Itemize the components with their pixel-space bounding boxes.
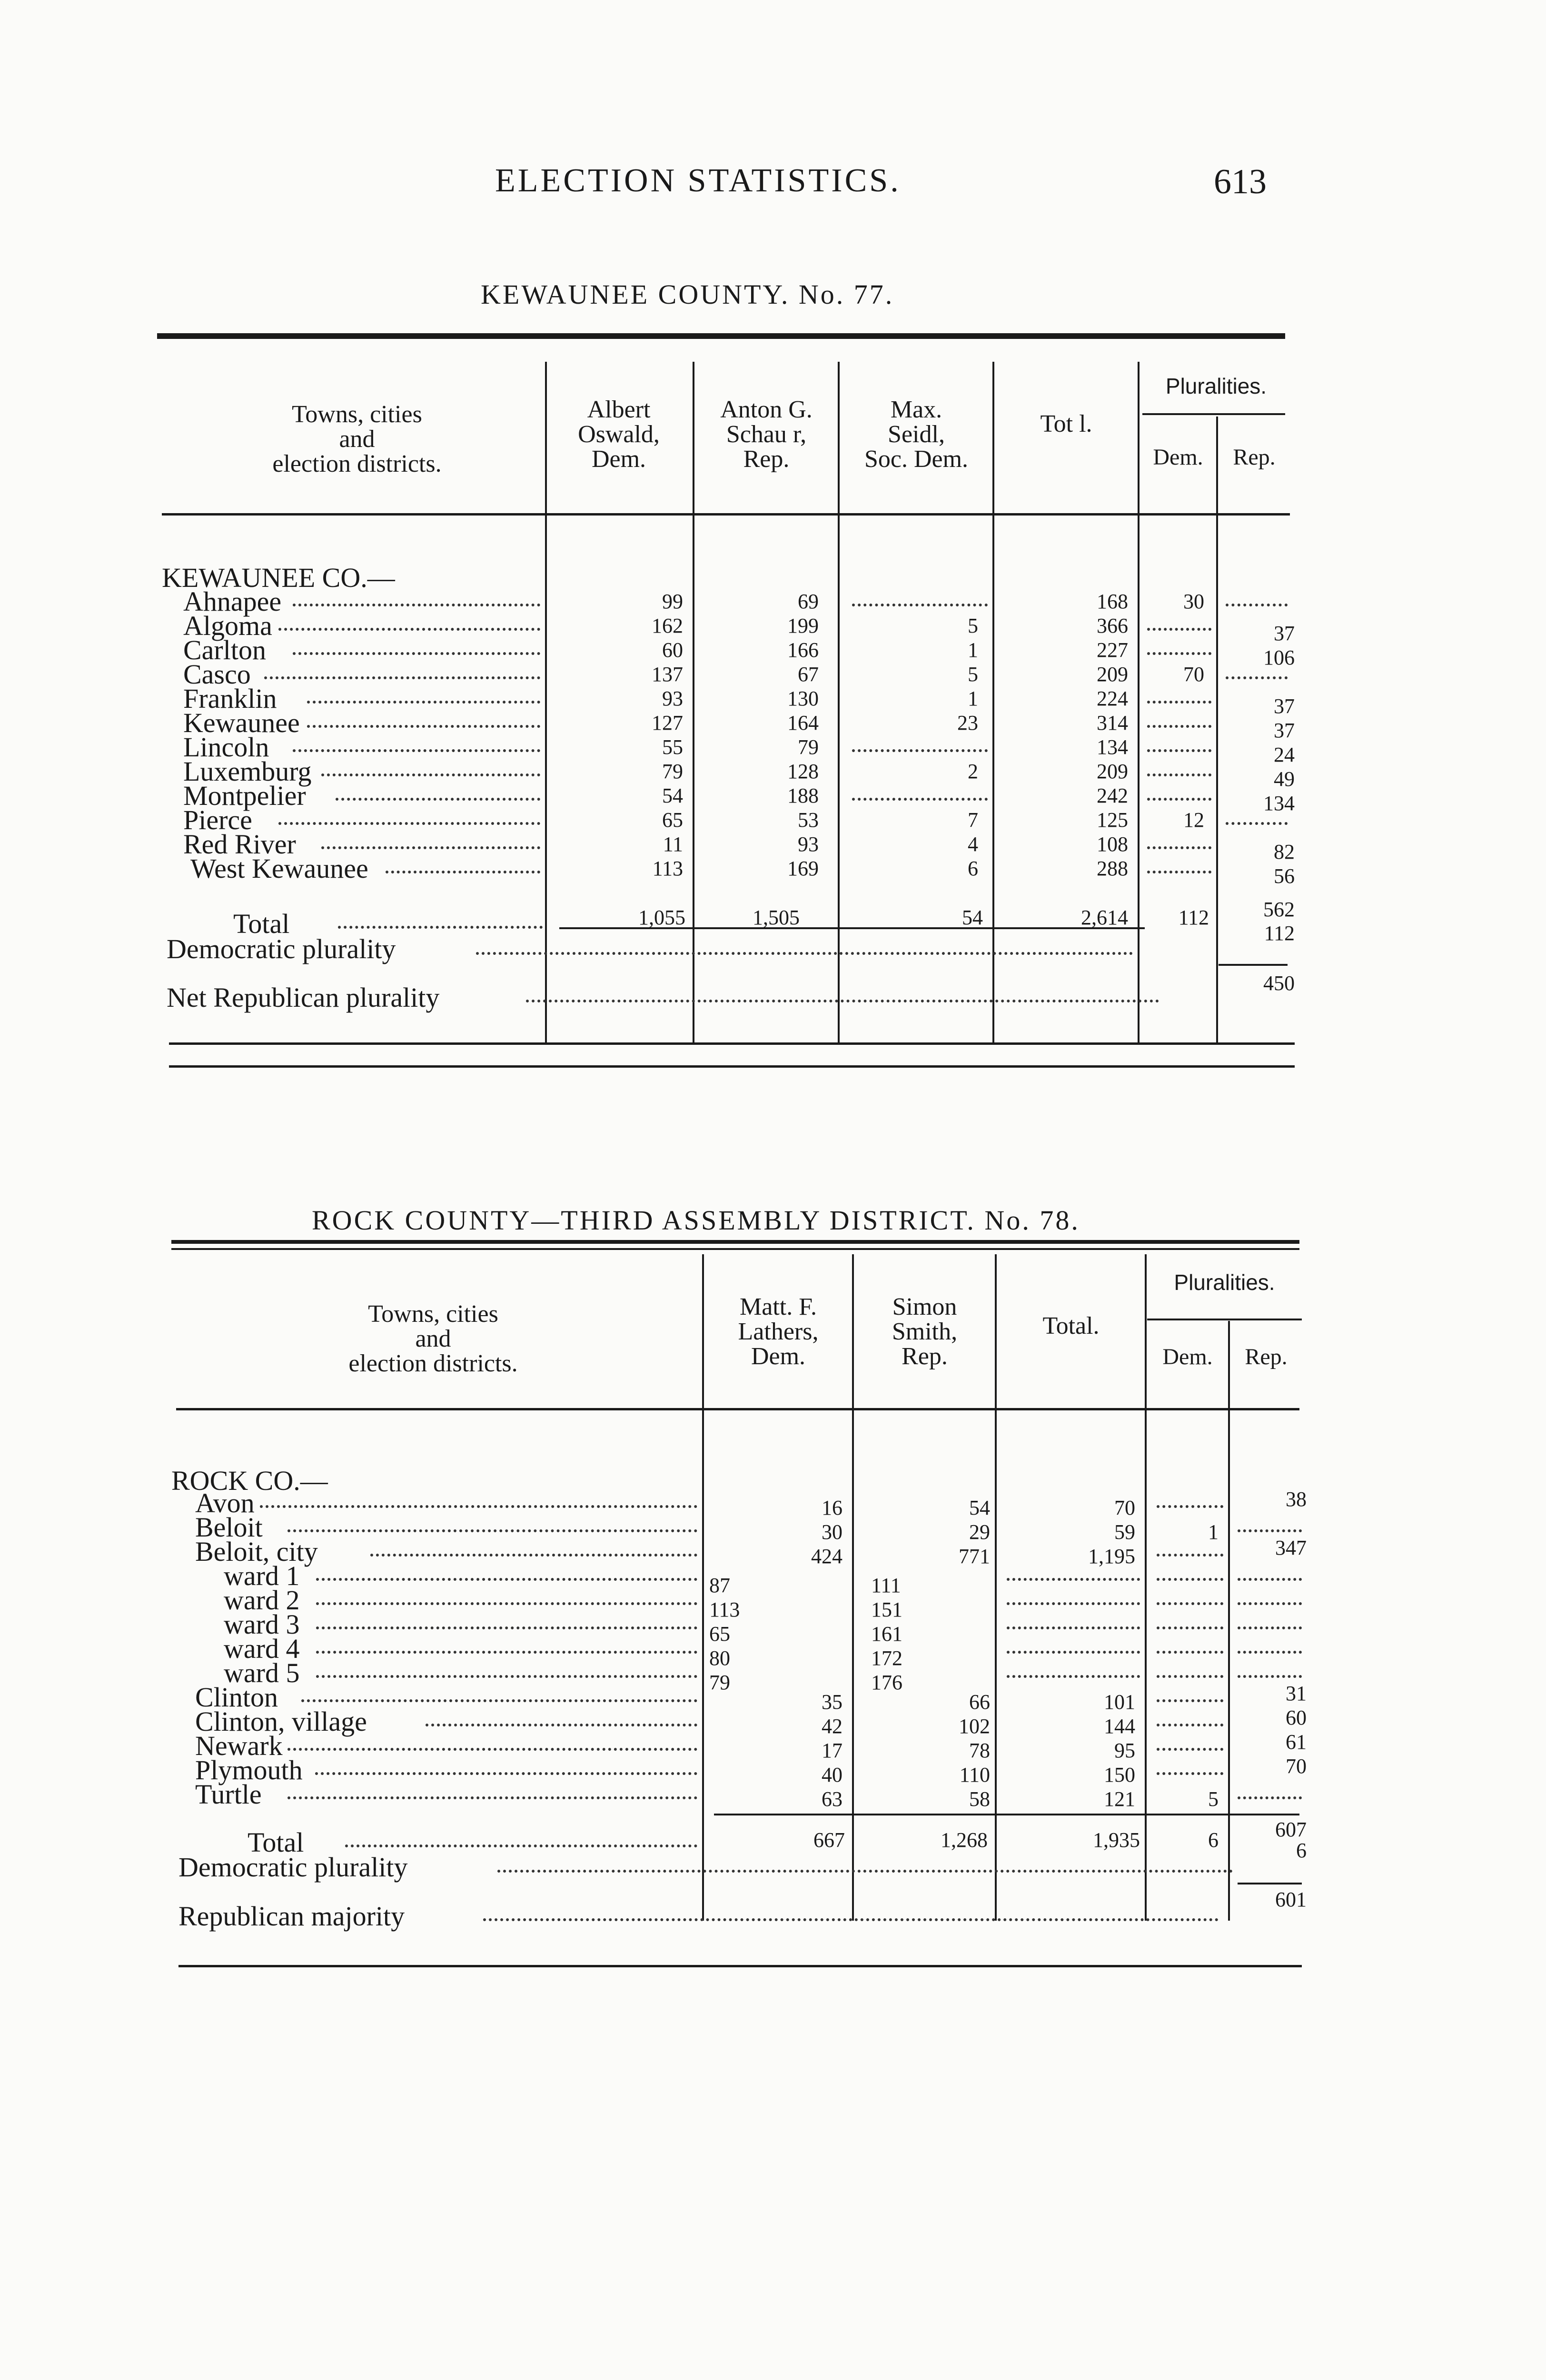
schauer-votes: 166 (787, 638, 819, 662)
total-votes: 144 (1104, 1715, 1135, 1738)
district-name: Plymouth (195, 1755, 303, 1785)
rock-net-rule (1238, 1883, 1302, 1884)
leader-dots (316, 1626, 697, 1629)
leader-dots (1157, 1772, 1223, 1775)
rock-rep-header: Rep. (1245, 1344, 1288, 1369)
district-name: Avon (195, 1488, 255, 1518)
oswald-votes: 127 (652, 711, 683, 734)
leader-dots (1238, 1626, 1302, 1629)
rock-pluralities-header: Pluralities. (1174, 1270, 1275, 1295)
kewaunee-total-header: Tot l. (1040, 410, 1092, 437)
rock-col-rule (702, 1254, 704, 1921)
rep-plurality: 31 (1286, 1682, 1307, 1705)
smith-votes: 58 (969, 1787, 990, 1811)
kewaunee-col-rule (1216, 416, 1218, 1042)
leader-dots (316, 1675, 697, 1678)
leader-dots (287, 1529, 697, 1532)
kewaunee-dem-plurality-value: 112 (1264, 922, 1295, 945)
district-name: Clinton (195, 1682, 278, 1713)
kewaunee-districts-header: Towns, cities and election districts. (272, 401, 442, 477)
total-votes: 150 (1104, 1763, 1135, 1786)
district-name: ward 3 (224, 1609, 300, 1640)
rep-plurality: 61 (1286, 1730, 1307, 1754)
leader-dots (278, 628, 540, 631)
leader-dots (315, 1772, 697, 1775)
leader-dots (1147, 628, 1211, 631)
leader-dots (287, 1748, 697, 1751)
district-name: Algoma (183, 610, 272, 641)
district-name: Ahnapee (183, 586, 282, 617)
rock-top-rule-2 (171, 1248, 1299, 1250)
seidl-votes: 4 (968, 833, 978, 856)
rock-col-rule (852, 1254, 854, 1921)
lathers-ward-votes: 79 (709, 1671, 730, 1694)
leader-dots (1147, 774, 1211, 776)
kewaunee-dem-plurality-label: Democratic plurality (167, 933, 396, 964)
rock-pluralities-rule (1147, 1319, 1302, 1320)
district-name: Carlton (183, 635, 266, 665)
district-name: Turtle (195, 1779, 262, 1810)
kewaunee-total-c3: 54 (962, 906, 983, 929)
kewaunee-header-rule (162, 513, 1290, 516)
total-votes: 1,195 (1088, 1545, 1135, 1568)
leader-dots (1157, 1748, 1223, 1751)
kewaunee-rep-header: Rep. (1233, 445, 1276, 470)
rock-total-label: Total (248, 1827, 304, 1858)
leader-dots (260, 1505, 697, 1508)
leader-dots (1238, 1578, 1302, 1581)
leader-dots (483, 1918, 1219, 1921)
seidl-votes: 23 (957, 711, 978, 734)
total-votes: 95 (1114, 1739, 1135, 1762)
total-votes: 209 (1097, 760, 1128, 783)
district-name: Franklin (183, 683, 277, 714)
page-number: 613 (1214, 162, 1267, 201)
kewaunee-c3-header: Max. Seidl, Soc. Dem. (864, 396, 969, 473)
seidl-votes: 1 (968, 638, 978, 662)
total-votes: 134 (1097, 735, 1128, 759)
leader-dots (1147, 798, 1211, 801)
leader-dots (1226, 676, 1288, 679)
leader-dots (1157, 1602, 1223, 1605)
leader-dots (386, 871, 540, 873)
oswald-votes: 54 (662, 784, 683, 807)
rep-plurality: 106 (1263, 646, 1295, 669)
district-name: Newark (195, 1730, 283, 1761)
kewaunee-col-rule (992, 362, 994, 1042)
leader-dots (852, 798, 988, 801)
leader-dots (307, 725, 540, 728)
smith-ward-votes: 172 (871, 1646, 902, 1670)
rep-plurality: 347 (1275, 1536, 1307, 1559)
leader-dots (1238, 1651, 1302, 1654)
leader-dots (345, 1844, 697, 1847)
leader-dots (852, 604, 988, 606)
schauer-votes: 130 (787, 687, 819, 710)
lathers-ward-votes: 113 (709, 1598, 740, 1621)
kewaunee-pluralities-header: Pluralities. (1165, 374, 1267, 398)
rep-plurality: 38 (1286, 1488, 1307, 1511)
leader-dots (1007, 1602, 1140, 1605)
leader-dots (1157, 1724, 1223, 1726)
total-votes: 366 (1097, 614, 1128, 637)
district-name: ward 1 (224, 1560, 300, 1591)
rep-plurality: 60 (1286, 1706, 1307, 1729)
rep-plurality: 49 (1274, 767, 1295, 791)
district-name: ward 5 (224, 1657, 300, 1688)
kewaunee-total-label: Total (233, 908, 290, 939)
kewaunee-col-rule (1138, 362, 1140, 1042)
running-head: ELECTION STATISTICS. (495, 162, 901, 199)
district-name: Clinton, village (195, 1706, 367, 1737)
leader-dots (1157, 1651, 1223, 1654)
kewaunee-total-c1: 1,055 (638, 906, 685, 929)
kewaunee-total-dem: 112 (1178, 906, 1209, 929)
oswald-votes: 55 (662, 735, 683, 759)
smith-votes: 78 (969, 1739, 990, 1762)
leader-dots (1157, 1554, 1223, 1557)
rock-total-total: 1,935 (1093, 1828, 1140, 1852)
leader-dots (278, 822, 540, 825)
leader-dots (1238, 1796, 1302, 1799)
kewaunee-net-label: Net Republican plurality (167, 982, 440, 1013)
kewaunee-top-rule (157, 333, 1285, 339)
district-name: Beloit, city (195, 1536, 318, 1567)
kewaunee-net-value: 450 (1263, 972, 1295, 995)
leader-dots (316, 1578, 697, 1581)
smith-votes: 29 (969, 1520, 990, 1544)
leader-dots (1157, 1626, 1223, 1629)
rock-county-label: ROCK CO.— (171, 1465, 328, 1496)
kewaunee-c2-header: Anton G. Schau r, Rep. (720, 396, 813, 473)
smith-votes: 54 (969, 1496, 990, 1519)
rock-col-rule (995, 1254, 997, 1921)
total-votes: 314 (1097, 711, 1128, 734)
leader-dots (307, 701, 540, 704)
rock-dem-header: Dem. (1162, 1344, 1213, 1369)
leader-dots (1147, 701, 1211, 704)
leader-dots (1157, 1505, 1223, 1508)
oswald-votes: 113 (652, 857, 683, 880)
lathers-votes: 63 (822, 1787, 842, 1811)
leader-dots (1238, 1675, 1302, 1678)
kewaunee-net-rule (1219, 964, 1288, 966)
rep-plurality: 82 (1274, 840, 1295, 863)
leader-dots (1147, 652, 1211, 655)
rock-net-value: 601 (1275, 1888, 1307, 1911)
leader-dots (301, 1699, 697, 1702)
district-name: Montpelier (183, 780, 306, 811)
rock-net-label: Republican majority (178, 1901, 405, 1932)
schauer-votes: 188 (787, 784, 819, 807)
rock-col-rule (1228, 1321, 1230, 1921)
schauer-votes: 164 (787, 711, 819, 734)
leader-dots (336, 798, 540, 801)
rock-table-title: ROCK COUNTY—THIRD ASSEMBLY DISTRICT. No. 78. (312, 1205, 1080, 1236)
dem-plurality: 30 (1183, 590, 1204, 613)
oswald-votes: 65 (662, 808, 683, 832)
seidl-votes: 7 (968, 808, 978, 832)
district-name: ward 2 (224, 1585, 300, 1616)
dem-plurality: 70 (1183, 663, 1204, 686)
lathers-votes: 40 (822, 1763, 842, 1786)
rock-dem-plurality-label: Democratic plurality (178, 1852, 408, 1883)
rock-total-rule (714, 1814, 1299, 1815)
rep-plurality: 70 (1286, 1755, 1307, 1778)
total-votes: 125 (1097, 808, 1128, 832)
oswald-votes: 99 (662, 590, 683, 613)
smith-ward-votes: 111 (871, 1574, 901, 1597)
leader-dots (316, 1651, 697, 1654)
leader-dots (338, 926, 543, 929)
kewaunee-table-title: KEWAUNEE COUNTY. No. 77. (481, 279, 894, 310)
total-votes: 209 (1097, 663, 1128, 686)
leader-dots (321, 846, 540, 849)
total-votes: 59 (1114, 1520, 1135, 1544)
leader-dots (476, 952, 1133, 955)
smith-ward-votes: 176 (871, 1671, 902, 1694)
lathers-ward-votes: 87 (709, 1574, 730, 1597)
leader-dots (1007, 1675, 1140, 1678)
leader-dots (852, 749, 988, 752)
schauer-votes: 79 (798, 735, 819, 759)
lathers-ward-votes: 80 (709, 1646, 730, 1670)
leader-dots (1157, 1699, 1223, 1702)
leader-dots (1226, 822, 1288, 825)
leader-dots (526, 1000, 1159, 1002)
oswald-votes: 137 (652, 663, 683, 686)
rock-c2-header: Simon Smith, Rep. (892, 1293, 958, 1370)
lathers-votes: 16 (822, 1496, 842, 1519)
rep-plurality: 56 (1274, 864, 1295, 888)
schauer-votes: 67 (798, 663, 819, 686)
smith-ward-votes: 161 (871, 1622, 902, 1646)
smith-votes: 771 (959, 1545, 990, 1568)
rock-bottom-rule (178, 1965, 1302, 1967)
schauer-votes: 128 (787, 760, 819, 783)
leader-dots (1007, 1626, 1140, 1629)
rock-total-c1: 667 (813, 1828, 845, 1852)
rep-plurality: 37 (1274, 719, 1295, 742)
leader-dots (1157, 1675, 1223, 1678)
kewaunee-pluralities-rule (1142, 413, 1285, 415)
leader-dots (1238, 1602, 1302, 1605)
leader-dots (1226, 604, 1288, 606)
smith-votes: 110 (959, 1763, 990, 1786)
leader-dots (1147, 749, 1211, 752)
district-name: Casco (183, 659, 251, 690)
lathers-ward-votes: 65 (709, 1622, 730, 1646)
leader-dots (264, 676, 540, 679)
seidl-votes: 2 (968, 760, 978, 783)
kewaunee-dem-header: Dem. (1153, 445, 1203, 470)
lathers-votes: 17 (822, 1739, 842, 1762)
kewaunee-total-c2: 1,505 (753, 906, 800, 929)
rock-districts-header: Towns, cities and election districts. (348, 1300, 518, 1377)
seidl-votes: 6 (968, 857, 978, 880)
total-votes: 101 (1104, 1690, 1135, 1714)
rock-total-rep: 607 (1275, 1818, 1307, 1841)
total-votes: 227 (1097, 638, 1128, 662)
dem-plurality: 12 (1183, 808, 1204, 832)
schauer-votes: 93 (798, 833, 819, 856)
leader-dots (497, 1870, 1233, 1873)
leader-dots (1007, 1578, 1140, 1581)
district-name: Kewaunee (183, 707, 300, 738)
district-name: Lincoln (183, 732, 269, 763)
total-votes: 288 (1097, 857, 1128, 880)
smith-votes: 102 (959, 1715, 990, 1738)
leader-dots (293, 652, 540, 655)
oswald-votes: 60 (662, 638, 683, 662)
oswald-votes: 93 (662, 687, 683, 710)
total-votes: 70 (1114, 1496, 1135, 1519)
total-votes: 121 (1104, 1787, 1135, 1811)
kewaunee-col-rule (545, 362, 547, 1042)
oswald-votes: 79 (662, 760, 683, 783)
lathers-votes: 424 (811, 1545, 842, 1568)
lathers-votes: 30 (822, 1520, 842, 1544)
oswald-votes: 162 (652, 614, 683, 637)
schauer-votes: 69 (798, 590, 819, 613)
total-votes: 168 (1097, 590, 1128, 613)
dem-plurality: 5 (1208, 1787, 1219, 1811)
kewaunee-col-rule (838, 362, 840, 1042)
leader-dots (287, 1796, 697, 1799)
schauer-votes: 53 (798, 808, 819, 832)
leader-dots (1007, 1651, 1140, 1654)
oswald-votes: 11 (663, 833, 683, 856)
kewaunee-c1-header: Albert Oswald, Dem. (578, 396, 660, 473)
kewaunee-col-rule (693, 362, 694, 1042)
district-name: Luxemburg (183, 756, 312, 787)
kewaunee-county-label: KEWAUNEE CO.— (162, 562, 395, 593)
leader-dots (1157, 1578, 1223, 1581)
seidl-votes: 1 (968, 687, 978, 710)
rock-header-rule (176, 1408, 1299, 1410)
district-name: West Kewaunee (190, 853, 368, 884)
leader-dots (370, 1554, 697, 1557)
smith-ward-votes: 151 (871, 1598, 902, 1621)
leader-dots (1147, 725, 1211, 728)
leader-dots (321, 774, 540, 776)
total-votes: 224 (1097, 687, 1128, 710)
rock-total-c2: 1,268 (941, 1828, 988, 1852)
kewaunee-total-total: 2,614 (1081, 906, 1128, 929)
total-votes: 242 (1097, 784, 1128, 807)
rock-col-rule (1145, 1254, 1147, 1921)
leader-dots (293, 749, 540, 752)
schauer-votes: 199 (787, 614, 819, 637)
dem-plurality: 1 (1208, 1520, 1219, 1544)
rock-dem-plurality-value: 6 (1296, 1839, 1307, 1862)
leader-dots (1147, 871, 1211, 873)
district-name: Red River (183, 829, 296, 860)
lathers-votes: 35 (822, 1690, 842, 1714)
leader-dots (1147, 846, 1211, 849)
leader-dots (1238, 1529, 1302, 1532)
district-name: Pierce (183, 804, 252, 835)
schauer-votes: 169 (787, 857, 819, 880)
total-votes: 108 (1097, 833, 1128, 856)
leader-dots (293, 604, 540, 606)
kewaunee-bottom-rule-2 (169, 1065, 1295, 1068)
rock-total-dem: 6 (1208, 1828, 1219, 1852)
district-name: Beloit (195, 1512, 263, 1543)
leader-dots (316, 1602, 697, 1605)
district-name: ward 4 (224, 1633, 300, 1664)
seidl-votes: 5 (968, 614, 978, 637)
kewaunee-total-rep: 562 (1263, 898, 1295, 921)
seidl-votes: 5 (968, 663, 978, 686)
rep-plurality: 134 (1263, 792, 1295, 815)
rep-plurality: 37 (1274, 622, 1295, 645)
lathers-votes: 42 (822, 1715, 842, 1738)
smith-votes: 66 (969, 1690, 990, 1714)
rock-top-rule (171, 1240, 1299, 1244)
rock-c1-header: Matt. F. Lathers, Dem. (738, 1293, 819, 1370)
rock-total-header: Total. (1042, 1312, 1100, 1339)
kewaunee-bottom-rule (169, 1042, 1295, 1045)
leader-dots (426, 1724, 697, 1726)
rep-plurality: 37 (1274, 694, 1295, 718)
rep-plurality: 24 (1274, 743, 1295, 766)
